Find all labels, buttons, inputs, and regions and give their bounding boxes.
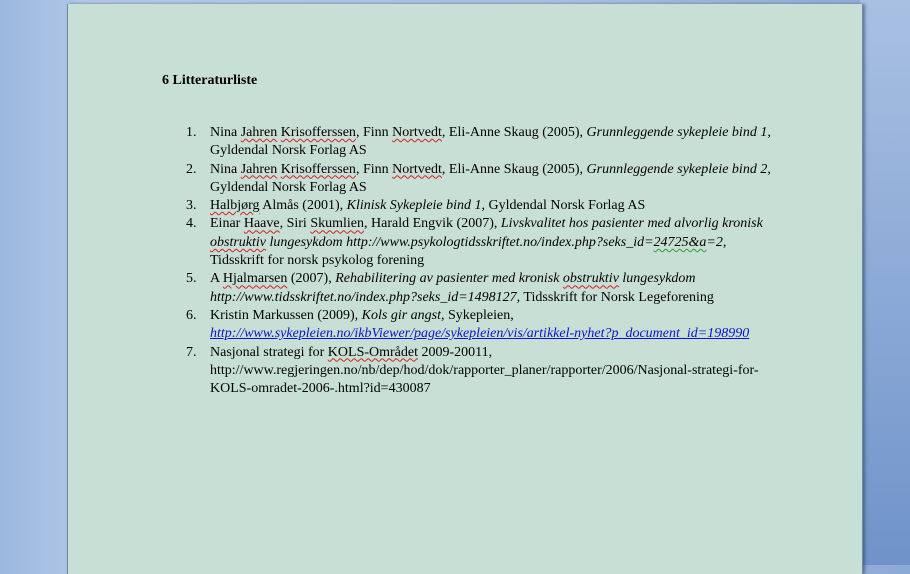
reference-title: Grunnleggende sykepleie bind 1,	[586, 125, 771, 140]
spelling-flag: Nortvedt	[392, 125, 442, 140]
spelling-flag: Krisofferssen	[280, 125, 356, 140]
grammar-flag: 24725&a	[653, 234, 707, 250]
reference-item-1: 1. Nina Jahren Krisofferssen, Finn Nortvedt, Eli-Anne Skaug (2005), Grunnleggende sykepleie bind 1, Gyldendal Norsk Forlag AS	[186, 125, 771, 159]
list-number: 3.	[186, 198, 197, 214]
spelling-flag: KOLS-Området	[327, 344, 418, 360]
document-page[interactable]	[67, 4, 863, 574]
reference-item-6: 6. Kristin Markussen (2009), Kols gir angst, Sykepleien, http://www.sykepleien.no/ikbViewer/page/sykepleien/vis/artikkel-nyhet?p_document_id=198990	[186, 307, 750, 342]
spelling-flag: Krisofferssen	[280, 161, 356, 177]
reference-item-5: 5. A Hjalmarsen (2007), Rehabilitering av pasienter med kronisk obstruktiv lungesykdom http://www.tidsskriftet.no/index.php?seks_id=1498127, Tidsskrift for Norsk Legeforening	[186, 271, 714, 305]
window-background-right	[860, 0, 910, 565]
spelling-flag: Hjalmarsen	[222, 271, 288, 287]
list-number: 4.	[186, 216, 197, 232]
spelling-flag: Jahren	[240, 161, 278, 177]
spelling-flag: Jahren	[240, 125, 278, 140]
spelling-flag: obstruktiv	[562, 271, 619, 287]
reference-item-7: 7. Nasjonal strategi for KOLS-Området 2009-20011, http://www.regjeringen.no/nb/dep/hod/dok/rapporter_planer/rapporter/2006/Nasjonal-strategi-for-KOLS-omradet-2006-.html?id=430087	[186, 344, 759, 397]
reference-item-2: 2. Nina Jahren Krisofferssen, Finn Nortvedt, Eli-Anne Skaug (2005), Grunnleggende sykepleie bind 2, Gyldendal Norsk Forlag AS	[186, 161, 771, 195]
list-number: 1.	[186, 125, 197, 140]
reference-title: Kols gir angst,	[361, 307, 445, 323]
reference-list	[162, 124, 782, 398]
reference-title: Rehabilitering av pasienter med kronisk	[335, 271, 563, 287]
list-number: 7.	[186, 344, 197, 360]
reference-link[interactable]: http://www.sykepleien.no/ikbViewer/page/sykepleien/vis/artikkel-nyhet?p_document_id=198990	[210, 326, 750, 342]
reference-title: Grunnleggende sykepleie bind 2,	[586, 161, 771, 177]
reference-item-3: 3. Halbjørg Almås (2001), Klinisk Sykepleie bind 1, Gyldendal Norsk Forlag AS	[162, 197, 782, 215]
list-number: 2.	[186, 161, 197, 177]
reference-item-4: 4. Einar Haave, Siri Skumlien, Harald Engvik (2007), Livskvalitet hos pasienter med alvorlig kronisk obstruktiv lungesykdom http://www.psykologtidsskriftet.no/index.php?seks_id=24725&a=2, Tidsskrift for norsk psykolog forening	[186, 216, 763, 269]
spelling-flag: Halbjørg	[210, 198, 260, 214]
list-number: 6.	[186, 307, 197, 323]
spelling-flag: obstruktiv	[210, 234, 266, 250]
spelling-flag: Nortvedt	[392, 161, 442, 177]
section-heading: 6 Litteraturliste	[162, 73, 258, 88]
spelling-flag: Skumlien	[310, 216, 364, 232]
spelling-flag: Haave	[243, 216, 280, 232]
reference-title: Klinisk Sykepleie bind 1,	[346, 198, 486, 214]
list-number: 5.	[186, 271, 197, 287]
reference-title: Livskvalitet hos pasienter med alvorlig kronisk	[500, 216, 763, 232]
reference-url: http://www.regjeringen.no/nb/dep/hod/dok/rapporter_planer/rapporter/2006/Nasjonal-strategi-for-KOLS-omradet-2006-.html?id=430087	[210, 362, 759, 397]
